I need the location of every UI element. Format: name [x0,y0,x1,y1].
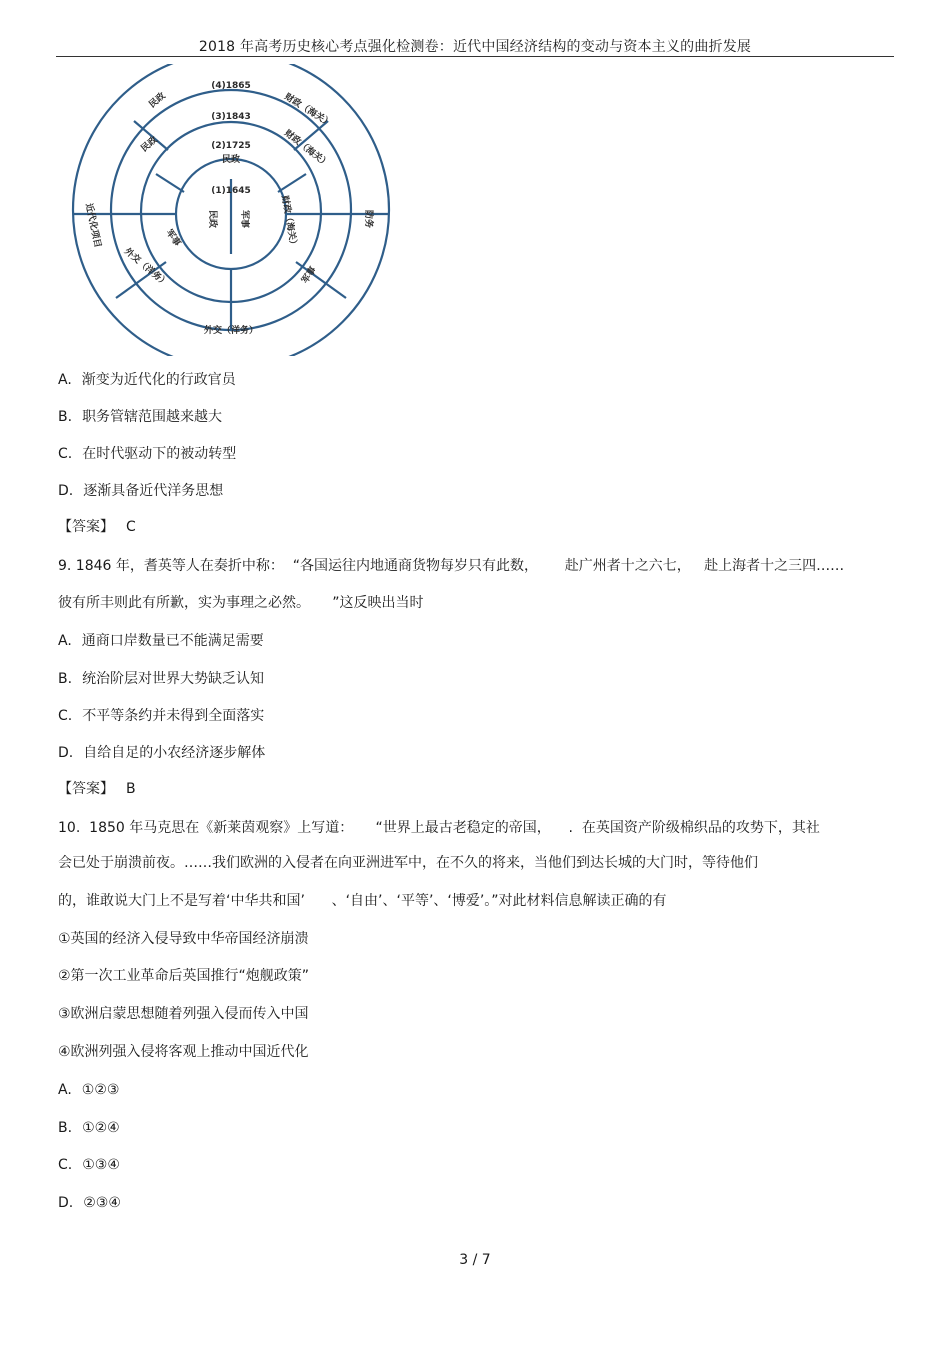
label-fangwu: 防务 [363,210,373,229]
q10-stem-line3: 的，谁敢说大门上不是写着‘中华共和国’ 、‘自由’、‘平等’、‘博爱’。”对此材料信息解读正确的有 [58,893,667,909]
q10-option-a: A. ①②③ [58,1082,120,1098]
ring-1-label: (1)1645 [211,186,251,196]
q8-option-a: A. 渐变为近代化的行政官员 [58,372,236,388]
label-junshi-r2: 军事 [163,227,183,249]
q10-stem-line2: 会已处于崩溃前夜。……我们欧洲的入侵者在向亚洲进军中，在不久的将来，当他们到达长城的大门时，等待他们 [58,855,758,871]
label-minzheng-r3: 民政 [139,135,160,155]
label-junshi-inner: 军事 [239,210,249,229]
q8-option-d: D. 逐渐具备近代洋务思想 [58,483,224,499]
q10-statement-2: ②第一次工业革命后英国推行“炮舰政策” [58,968,310,984]
q9-option-d: D. 自给自足的小农经济逐步解体 [58,745,266,761]
ring-2-label: (2)1725 [211,141,251,151]
label-caizheng-outer: 财政（海关） [282,92,334,130]
header-divider [56,56,894,57]
divider-mid-r [278,174,306,192]
divider-mid-l [156,174,184,192]
label-jindaihua: 近代化项目 [83,202,103,249]
q8-option-c: C. 在时代驱动下的被动转型 [58,446,237,462]
q9-option-c: C. 不平等条约并未得到全面落实 [58,708,265,724]
label-waijiao-outer: 外交（洋务） [203,326,259,336]
label-minzheng-outer: 民政 [147,91,168,111]
q9-answer: 【答案】 B [58,781,136,797]
label-caizheng-r2: 财政（海关） [279,194,299,250]
q9-option-b: B. 统治阶层对世界大势缺乏认知 [58,671,265,687]
ring-3-label: (3)1843 [211,112,251,122]
label-minzheng-inner: 民政 [207,210,217,229]
q10-option-c: C. ①③④ [58,1157,120,1173]
label-waijiao-r3: 外交（洋务） [122,246,170,290]
q10-statement-1: ①英国的经济入侵导致中华帝国经济崩溃 [58,931,309,947]
label-caizheng-r3: 财政（海关） [282,128,331,170]
q10-statement-3: ③欧洲启蒙思想随着列强入侵而传入中国 [58,1006,309,1022]
ring-4-label: (4)1865 [211,81,251,91]
diagram-svg [56,64,412,356]
label-minzheng-r2: 民政 [221,155,241,165]
page-number: 3 / 7 [459,1252,491,1268]
q10-statement-4: ④欧洲列强入侵将客观上推动中国近代化 [58,1044,309,1060]
q10-option-b: B. ①②④ [58,1120,120,1136]
official-duty-diagram [56,64,412,356]
q9-stem-line2: 彼有所丰则此有所歉，实为事理之必然。 ”这反映出当时 [58,595,424,611]
q10-stem-line1: 10. 1850 年马克思在《新莱茵观察》上写道： “世界上最古老稳定的帝国， . 在英国资产阶级棉织品的攻势下，其社 [58,820,820,836]
page-header: 2018 年高考历史核心考点强化检测卷：近代中国经济结构的变动与资本主义的曲折发展 [198,39,752,55]
q8-option-b: B. 职务管辖范围越来越大 [58,409,223,425]
q8-answer: 【答案】 C [58,519,136,535]
q10-option-d: D. ②③④ [58,1195,121,1211]
label-junshi-r3: 军事 [300,265,319,286]
q9-option-a: A. 通商口岸数量已不能满足需要 [58,633,264,649]
q9-stem-line1: 9. 1846 年，耆英等人在奏折中称： “各国运往内地通商货物每岁只有此数， 赴广州者十之六七， 赴上海者十之三四…… [58,558,845,574]
